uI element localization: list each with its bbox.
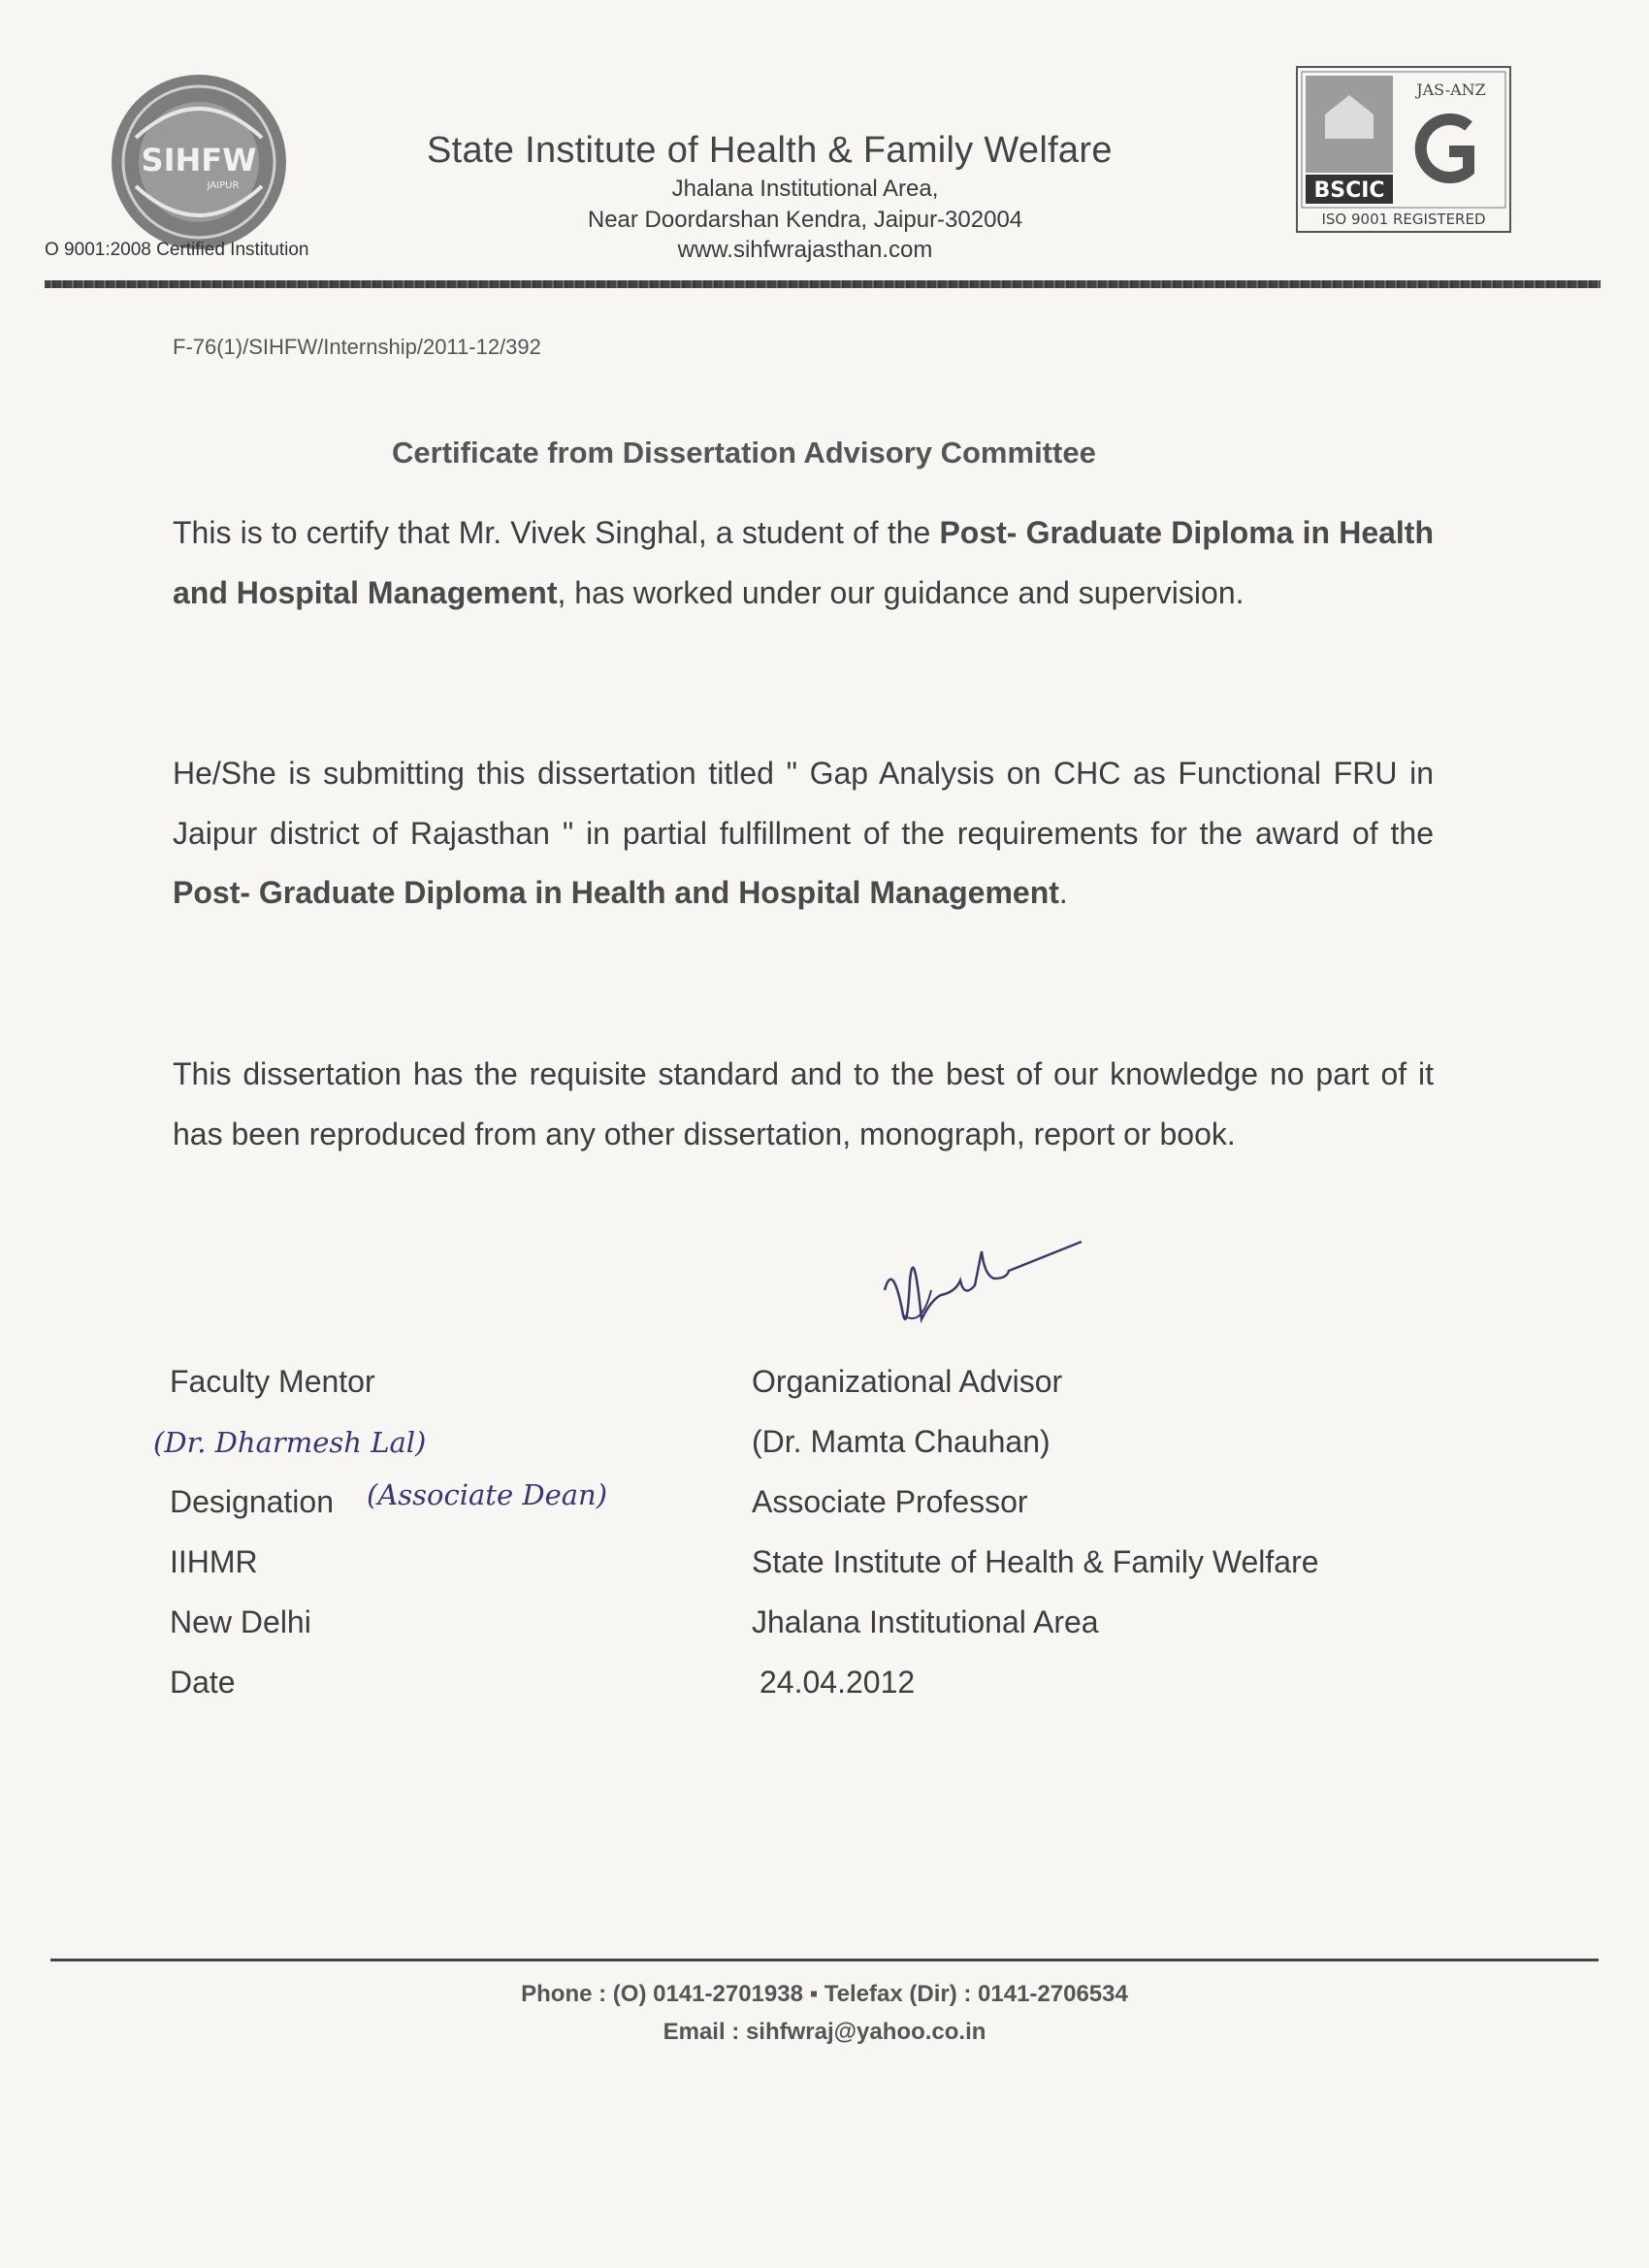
footer-divider <box>50 1959 1599 1961</box>
organization-name: State Institute of Health & Family Welfare <box>427 130 1113 171</box>
iso-registered-logo <box>1296 66 1511 233</box>
faculty-mentor-name: (Dr. Dharmesh Lal) <box>153 1426 427 1459</box>
iso-certification-left: O 9001:2008 Certified Institution <box>45 240 309 260</box>
faculty-mentor-label: Faculty Mentor <box>170 1364 375 1399</box>
footer-email: Email : sihfwraj@yahoo.co.in <box>663 2019 986 2045</box>
paragraph-2: He/She is submitting this dissertation titled " Gap Analysis on CHC as Functional FRU in Jaipur district of Rajasthan " in partial fulfillment of the requirements for the award of the Post- Graduate Diploma in Health and Hospital Management. <box>173 756 1434 910</box>
reference-number: F-76(1)/SIHFW/Internship/2011-12/392 <box>173 335 541 359</box>
designation-value: (Associate Dean) <box>367 1478 608 1511</box>
paragraph-3: This dissertation has the requisite standard and to the best of our knowledge no part of it has been reproduced from any other dissertation, monograph, report or book. <box>173 1056 1434 1151</box>
faculty-org: IIHMR <box>170 1544 258 1579</box>
advisor-date: 24.04.2012 <box>760 1665 916 1700</box>
address-line-2: Near Doordarshan Kendra, Jaipur-302004 <box>587 207 1023 233</box>
date-label: Date <box>170 1665 236 1700</box>
faculty-city: New Delhi <box>170 1604 311 1639</box>
footer-phone: Phone : (O) 0141-2701938 ▪ Telefax (Dir) : 0141-2706534 <box>521 1981 1128 2007</box>
certificate-heading: Certificate from Dissertation Advisory Committee <box>392 436 1096 470</box>
designation-label: Designation <box>170 1484 334 1519</box>
sihfw-logo <box>107 70 291 254</box>
organizational-advisor-label: Organizational Advisor <box>752 1364 1063 1399</box>
advisor-area: Jhalana Institutional Area <box>752 1604 1099 1639</box>
advisor-org: State Institute of Health & Family Welfare <box>752 1544 1319 1579</box>
bscic-badge: BSCIC <box>1313 178 1385 203</box>
logo-text: SIHFW <box>141 142 257 178</box>
advisor-designation: Associate Professor <box>752 1484 1028 1519</box>
logo-subtext: JAIPUR <box>207 180 240 191</box>
header-divider <box>45 280 1600 288</box>
website: www.sihfwrajasthan.com <box>677 237 933 263</box>
address-line-1: Jhalana Institutional Area, <box>671 176 939 202</box>
paragraph-1: This is to certify that Mr. Vivek Singhal, a student of the Post- Graduate Diploma in Health and Hospital Management, has worked under our guidance and supervision. <box>173 515 1435 610</box>
signature <box>863 1222 1096 1348</box>
jas-anz-label: JAS-ANZ <box>1416 81 1486 99</box>
advisor-name: (Dr. Mamta Chauhan) <box>752 1424 1051 1459</box>
iso-registered-label: ISO 9001 REGISTERED <box>1321 211 1486 228</box>
